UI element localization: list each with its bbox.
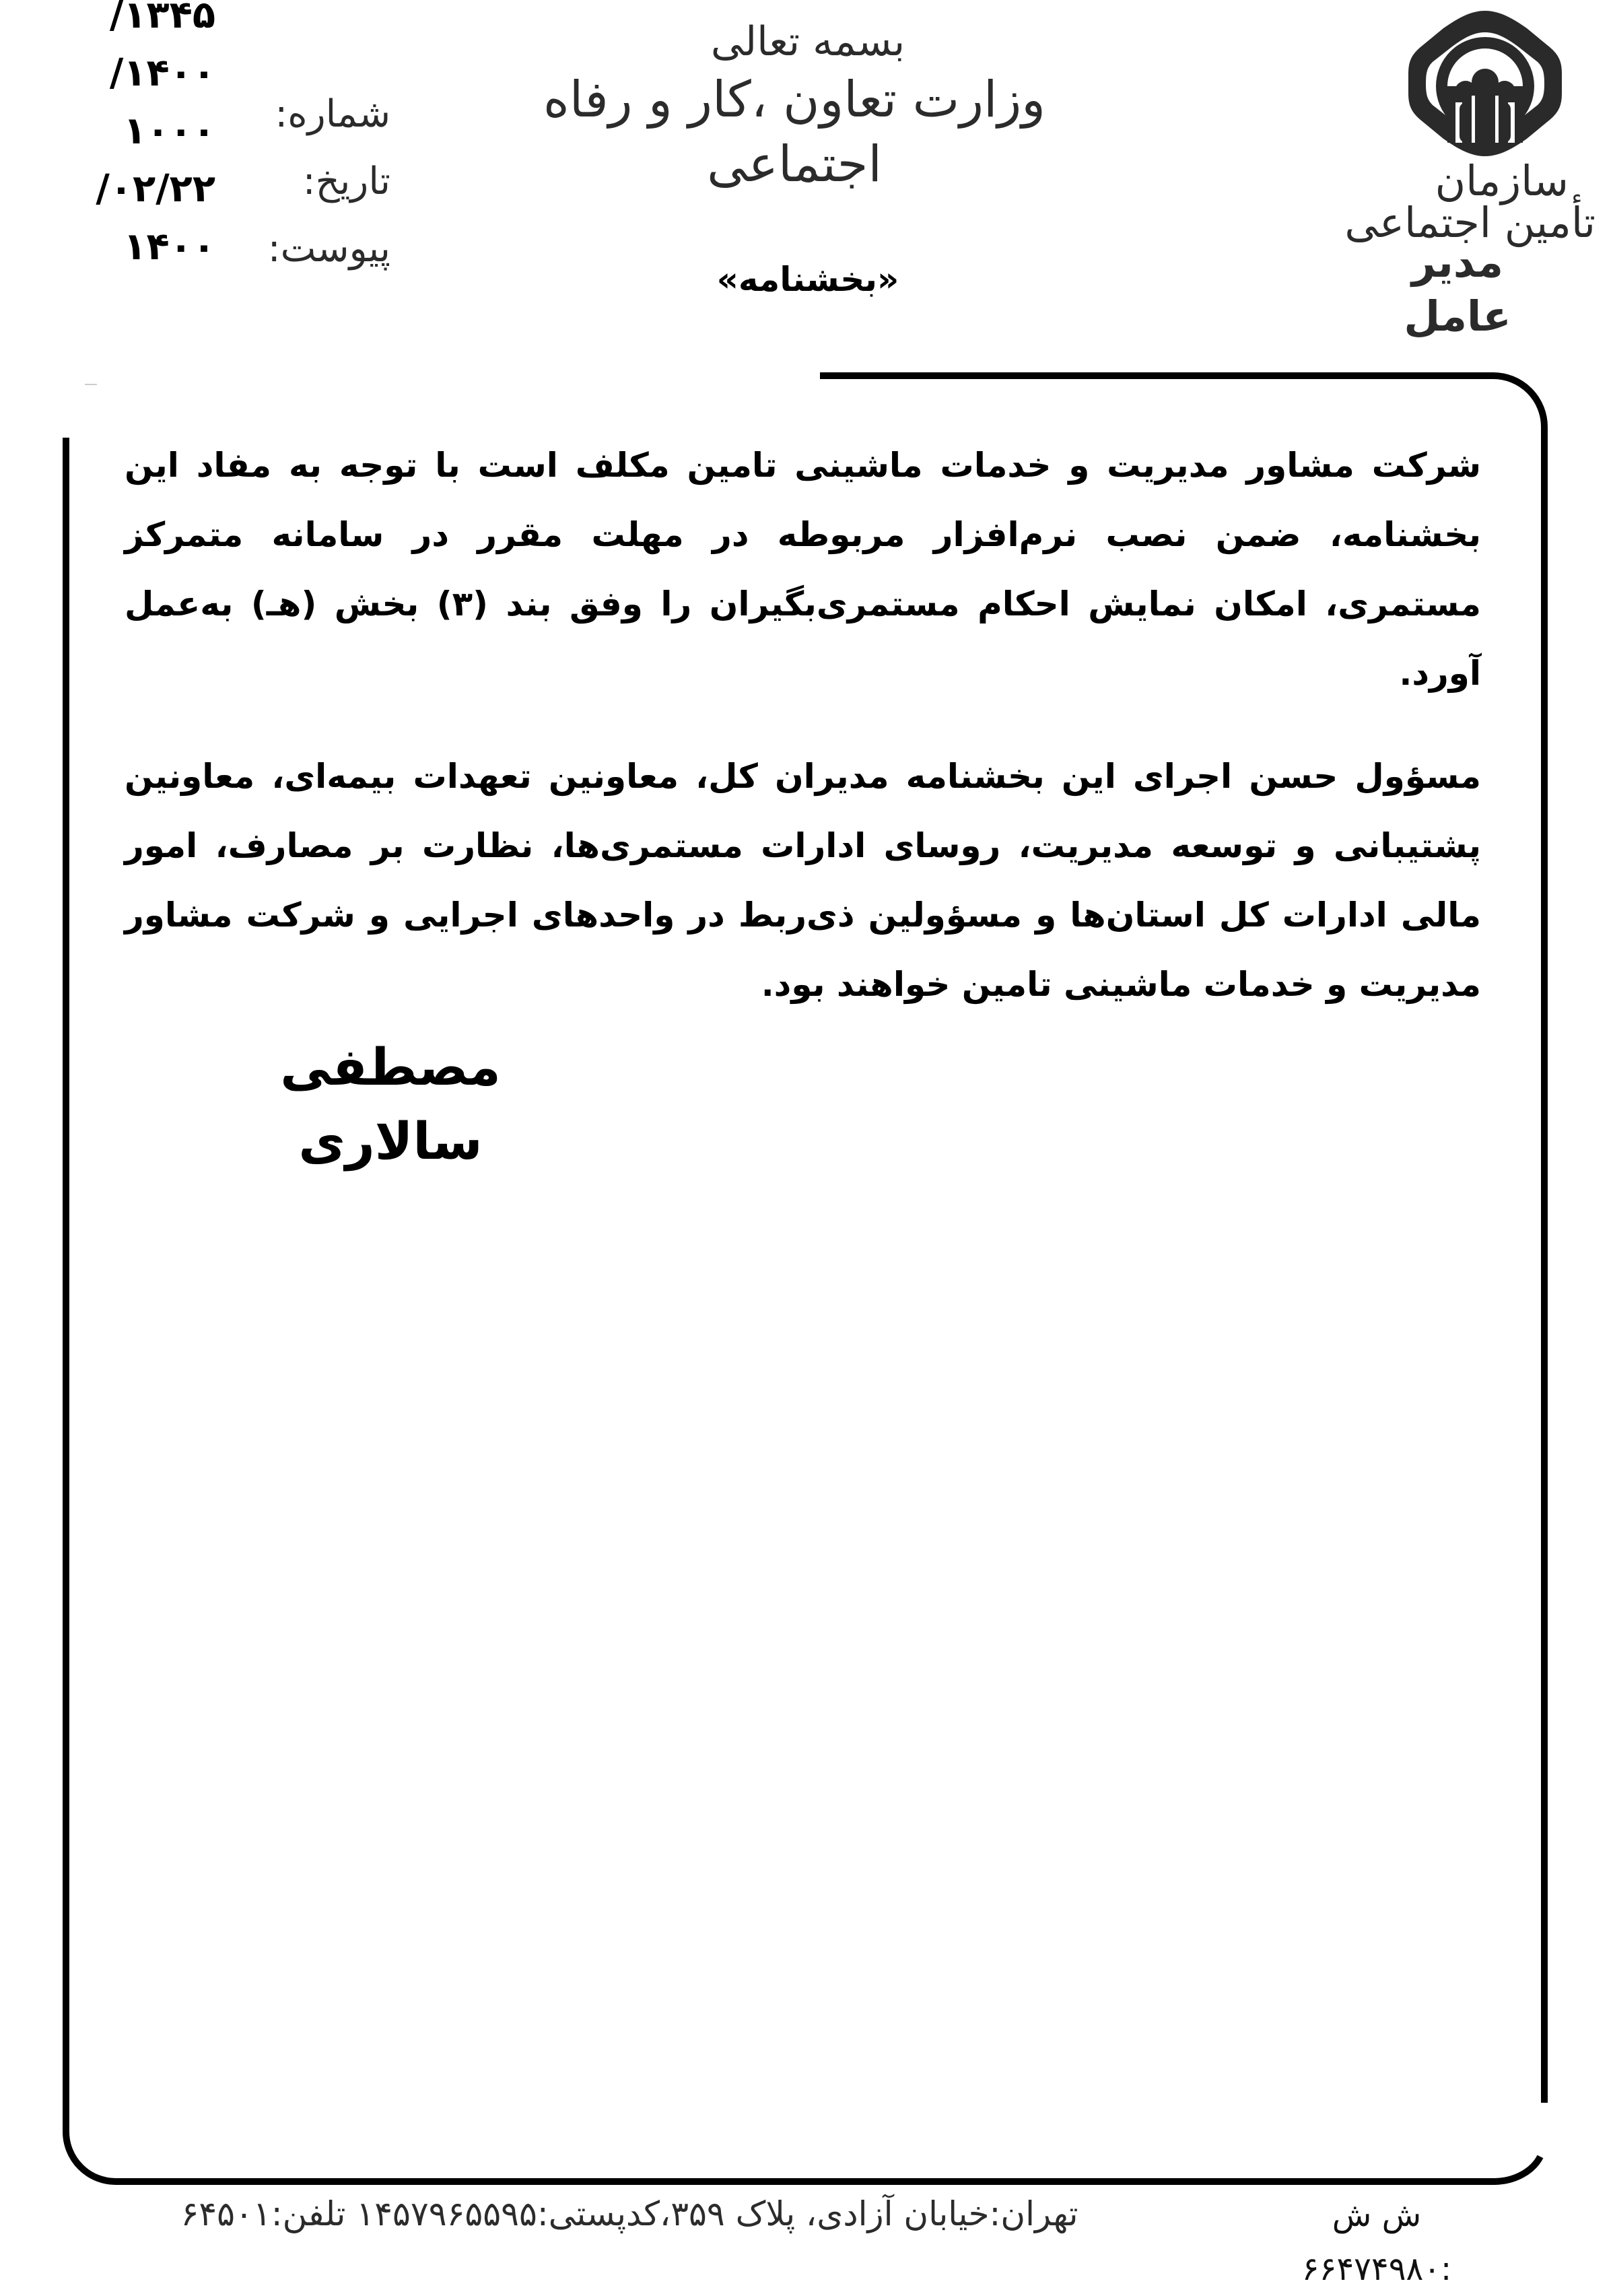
document-type-title: «بخشنامه» xyxy=(716,260,899,299)
body-paragraph-2: مسؤول حسن اجرای این بخشنامه مدیران کل، معاونین تعهدات بیمه‌ای، معاونین پشتیبانی و توسعه مدیریت، روسای ادارات مستمری‌ها، نظارت بر مصارف، امور مالی ادارات کل استان‌ها و مسؤولین ذی‌ربط در واحدهای اجرایی و شرکت مشاور مدیریت و خدمات ماشینی تامین خواهند بود. xyxy=(125,757,1481,1004)
date-label: تاریخ: xyxy=(302,160,390,203)
signature-name: مصطفی سالاری xyxy=(280,1037,501,1171)
organization-logo-icon xyxy=(1406,7,1565,160)
scan-artifact-mark xyxy=(85,384,97,385)
attachment-label: پیوست: xyxy=(267,227,390,271)
bismillah-heading: بسمه تعالی xyxy=(710,18,905,65)
footer-fax: ش ش :۶۶۴۷۴۹۸۰ xyxy=(1301,2196,1452,2288)
circular-body xyxy=(125,431,1481,1019)
meta-values xyxy=(40,0,215,276)
number-value-line1: /۱۳۴۵ xyxy=(109,0,215,37)
organization-name-line1: سازمان xyxy=(1435,156,1569,205)
meta-labels xyxy=(256,81,390,283)
number-value-line2: /۱۴۰۰ xyxy=(109,51,215,95)
number-label: شماره: xyxy=(275,92,390,136)
number-value-line3: ۱۰۰۰ xyxy=(123,109,215,153)
ministry-title: وزارت تعاون ،کار و رفاه اجتماعی xyxy=(543,71,1045,193)
organization-name-line2: تأمین اجتماعی xyxy=(1344,198,1595,247)
footer-address: تهران:خیابان آزادی، پلاک ۳۵۹،کدپستی:۱۴۵۷۹۶۵۵۹۵ تلفن:۶۴۵۰۱ xyxy=(180,2194,1078,2233)
signatory-role: مدیر عامل xyxy=(1404,238,1511,341)
date-value-line1: /۰۲/۲۲ xyxy=(96,167,215,211)
date-value-line2: ۱۴۰۰ xyxy=(123,225,215,269)
body-paragraph-1: شرکت مشاور مدیریت و خدمات ماشینی تامین مکلف است با توجه به مفاد این بخشنامه، ضمن نصب نرم‌افزار مربوطه در مهلت مقرر در سامانه متمرکز مستمری، امکان نمایش احکام مستمری‌بگیران را وفق بند (۳) بخش (هـ) به‌عمل آورد. xyxy=(125,446,1481,693)
organization-name xyxy=(1319,156,1595,247)
